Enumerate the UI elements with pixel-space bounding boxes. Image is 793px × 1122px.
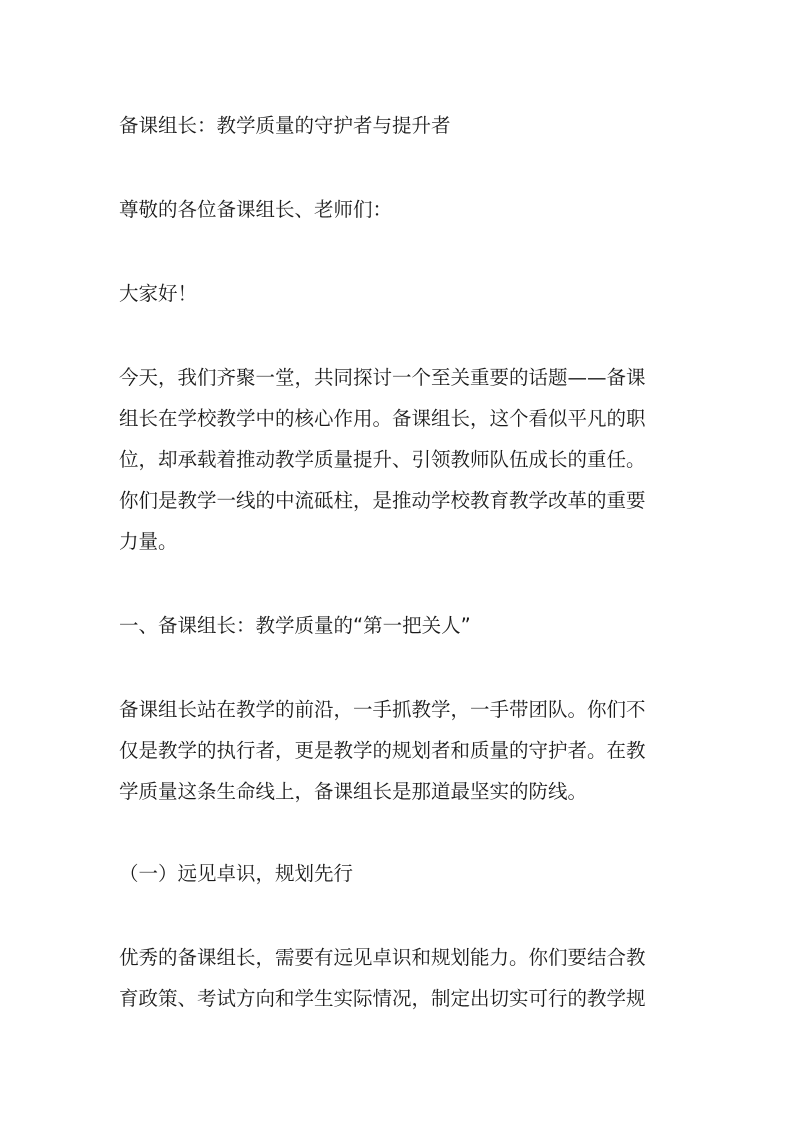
paragraph-line: 今天，我们齐聚一堂，共同探讨一个至关重要的话题——备课 (119, 366, 646, 389)
paragraph-line: 你们是教学一线的中流砥柱，是推动学校教育教学改革的重要 (119, 489, 646, 512)
paragraph-line: 优秀的备课组长，需要有远见卓识和规划能力。你们要结合教 (119, 946, 646, 969)
salutation: 尊敬的各位备课组长、老师们： (119, 198, 393, 221)
paragraph-line: 力量。 (119, 530, 178, 553)
paragraph-line: 仅是教学的执行者，更是教学的规划者和质量的守护者。在教 (119, 739, 646, 762)
document-title: 备课组长：教学质量的守护者与提升者 (119, 114, 451, 137)
paragraph-line: 位，却承载着推动教学质量提升、引领教师队伍成长的重任。 (119, 448, 646, 471)
paragraph-line: 育政策、考试方向和学生实际情况，制定出切实可行的教学规 (119, 987, 646, 1010)
paragraph-line: 学质量这条生命线上，备课组长是那道最坚实的防线。 (119, 780, 588, 803)
greeting: 大家好！ (119, 282, 198, 305)
section-heading: 一、备课组长：教学质量的“第一把关人” (119, 614, 471, 637)
subsection-heading: （一）远见卓识，规划先行 (119, 862, 354, 885)
paragraph-line: 组长在学校教学中的核心作用。备课组长，这个看似平凡的职 (119, 407, 646, 430)
paragraph-line: 备课组长站在教学的前沿，一手抓教学，一手带团队。你们不 (119, 698, 646, 721)
